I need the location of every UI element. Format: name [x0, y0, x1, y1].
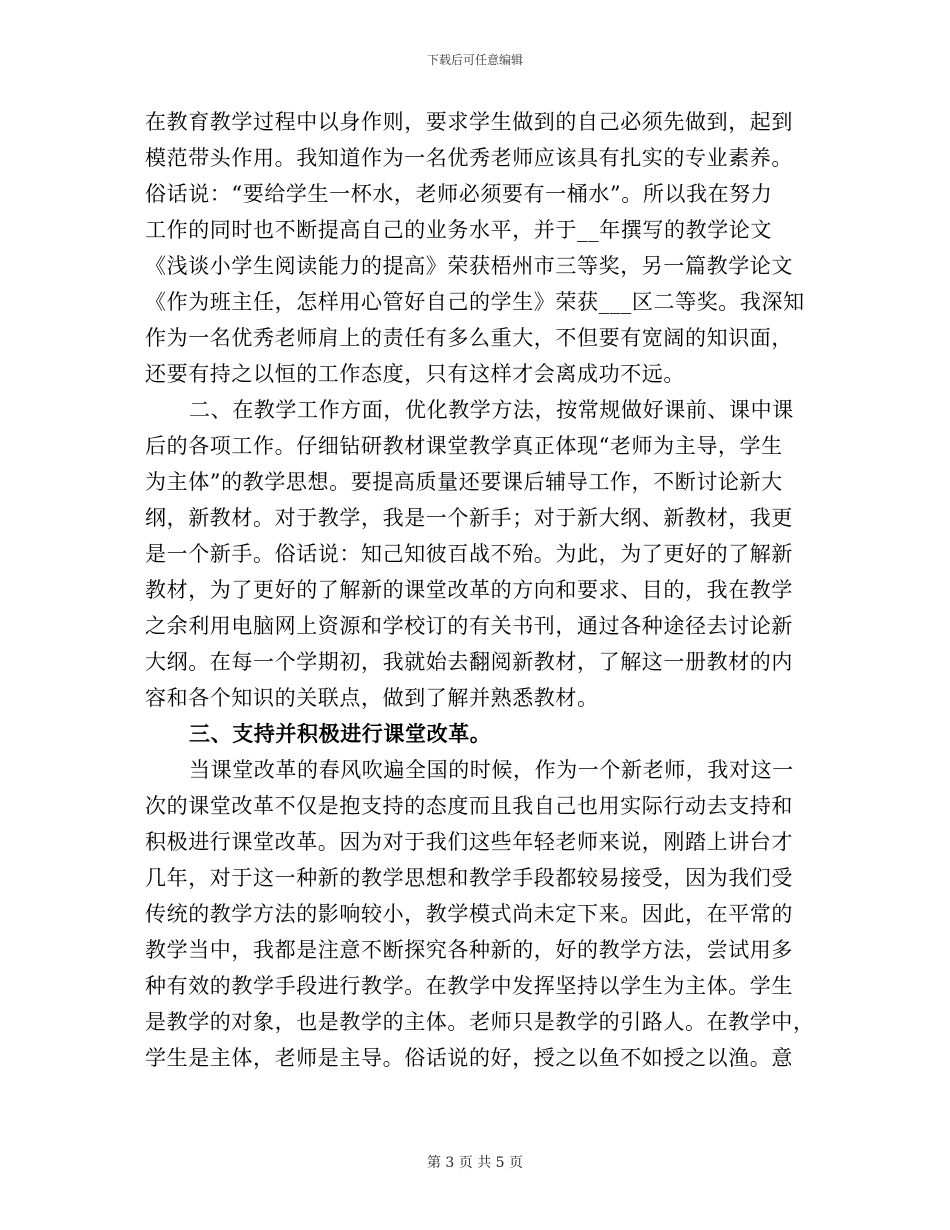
text-line: 大纲。在每一个学期初，我就始去翻阅新教材，了解这一册教材的内	[145, 650, 793, 674]
document-body	[145, 104, 815, 1076]
text-line: 工作的同时也不断提高自己的业务水平，并于__年撰写的教学论文	[145, 218, 772, 242]
text-line: 种有效的教学手段进行教学。在教学中发挥坚持以学生为主体。学生	[145, 974, 793, 998]
text-line: 是教学的对象，也是教学的主体。老师只是教学的引路人。在教学中，	[145, 1010, 815, 1034]
text-line: 后的各项工作。仔细钻研教材课堂教学真正体现“老师为主导，学生	[145, 434, 783, 458]
text-line: 几年，对于这一种新的教学思想和教学手段都较易接受，因为我们受	[145, 866, 793, 890]
text-line: 教学当中，我都是注意不断探究各种新的，好的教学方法，尝试用多	[145, 938, 793, 962]
text-line: 纲，新教材。对于教学，我是一个新手；对于新大纲、新教材，我更	[145, 506, 793, 530]
text-line: 当课堂改革的春风吹遍全国的时候，作为一个新老师，我对这一	[189, 758, 794, 782]
text-line: 积极进行课堂改革。因为对于我们这些年轻老师来说，刚踏上讲台才	[145, 830, 793, 854]
text-line: 在教育教学过程中以身作则，要求学生做到的自己必须先做到，起到	[145, 110, 793, 134]
text-line: 是一个新手。俗话说：知己知彼百战不殆。为此，为了更好的了解新	[145, 542, 793, 566]
text-line: 次的课堂改革不仅是抱支持的态度而且我自己也用实际行动去支持和	[145, 794, 793, 818]
text-line: 俗话说：“要给学生一杯水，老师必须要有一桶水”。所以我在努力	[145, 182, 773, 206]
section-heading: 三、支持并积极进行课堂改革。	[189, 721, 492, 746]
text-line: 为主体”的教学思想。要提高质量还要课后辅导工作，不断讨论新大	[145, 470, 783, 494]
page-footer: 第 3 页 共 5 页	[426, 1155, 524, 1171]
text-line: 学生是主体，老师是主导。俗话说的好，授之以鱼不如授之以渔。意	[145, 1046, 793, 1070]
text-line: 作为一名优秀老师肩上的责任有多么重大，不但要有宽阔的知识面，	[145, 326, 793, 350]
text-line: 之余利用电脑网上资源和学校订的有关书刊，通过各种途径去讨论新	[145, 614, 793, 638]
text-line: 传统的教学方法的影响较小，教学模式尚未定下来。因此，在平常的	[145, 902, 793, 926]
text-line: 二、在教学工作方面，优化教学方法，按常规做好课前、课中课	[189, 398, 794, 422]
text-line: 教材，为了更好的了解新的课堂改革的方向和要求、目的，我在教学	[145, 578, 793, 602]
text-line: 《浅谈小学生阅读能力的提高》荣获梧州市三等奖，另一篇教学论文	[145, 254, 793, 278]
page-header: 下载后可任意编辑	[426, 53, 523, 67]
text-line: 《作为班主任，怎样用心管好自己的学生》荣获___区二等奖。我深知	[145, 290, 805, 314]
text-line: 模范带头作用。我知道作为一名优秀老师应该具有扎实的专业素养。	[145, 146, 793, 170]
text-line: 还要有持之以恒的工作态度，只有这样才会离成功不远。	[145, 362, 685, 386]
text-line: 容和各个知识的关联点，做到了解并熟悉教材。	[145, 686, 599, 710]
